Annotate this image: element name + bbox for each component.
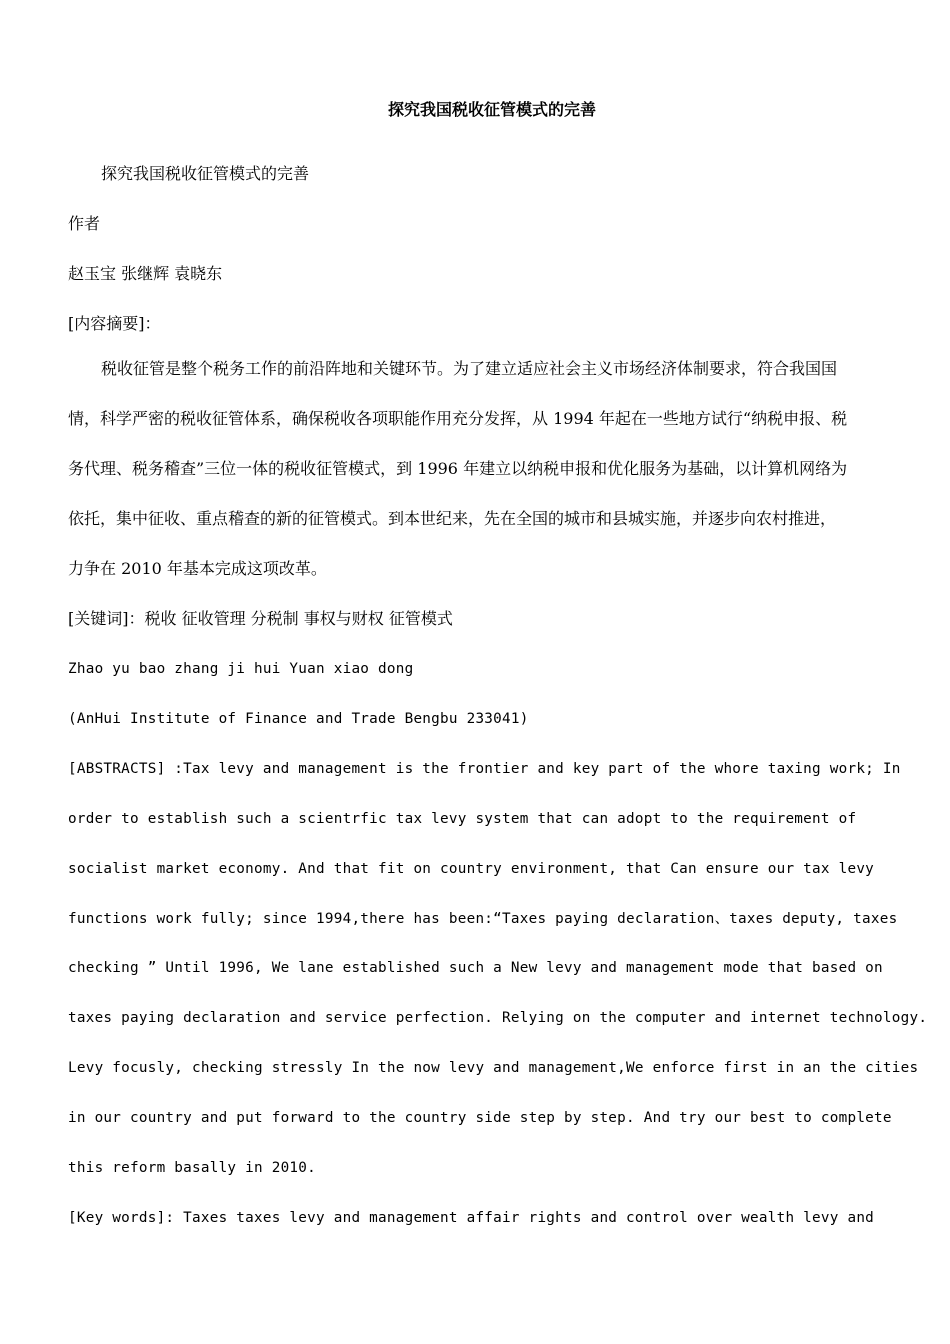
abstract-paragraph-line: 力争在 2010 年基本完成这项改革。 bbox=[68, 559, 327, 578]
keywords-english: [Key words]: Taxes taxes levy and management affair rights and control over wealth levy and bbox=[68, 1210, 875, 1226]
abstract-english-line: order to establish such a scientrfic tax levy system that can adopt to the requirement of bbox=[68, 811, 857, 827]
abstract-english-line: taxes paying declaration and service perfection. Relying on the computer and internet technology. bbox=[68, 1010, 928, 1026]
abstract-english-line: in our country and put forward to the country side step by step. And try our best to complete bbox=[68, 1110, 892, 1126]
author-english: Zhao yu bao zhang ji hui Yuan xiao dong bbox=[68, 661, 414, 677]
abstract-english-line: checking ” Until 1996, We lane established such a New levy and management mode that based on bbox=[68, 960, 883, 976]
abstract-english-line: functions work fully; since 1994,there has been:“Taxes paying declaration、taxes deputy, taxes bbox=[68, 911, 898, 927]
abstract-paragraph-line: 依托，集中征收、重点稽查的新的征管模式。到本世纪来，先在全国的城市和县城实施，并逐步向农村推进， bbox=[68, 509, 837, 528]
abstract-label: [内容摘要]： bbox=[68, 314, 161, 333]
abstract-paragraph-line: 务代理、税务稽查”三位一体的税收征管模式，到 1996 年建立以纳税申报和优化服务为基础，以计算机网络为 bbox=[68, 459, 848, 478]
keywords-cn: [关键词]：税收 征收管理 分税制 事权与财权 征管模式 bbox=[68, 609, 453, 628]
document-title: 探究我国税收征管模式的完善 bbox=[387, 100, 596, 119]
abstract-english-line: Levy focusly, checking stressly In the now levy and management,We enforce first in an the cities bbox=[68, 1060, 919, 1076]
abstract-english-line: this reform basally in 2010. bbox=[68, 1160, 317, 1176]
affiliation-english: (AnHui Institute of Finance and Trade Bengbu 233041) bbox=[68, 711, 529, 727]
abstract-paragraph-line: 税收征管是整个税务工作的前沿阵地和关键环节。为了建立适应社会主义市场经济体制要求，符合我国国 bbox=[101, 359, 838, 378]
author-label: 作者 bbox=[68, 214, 101, 233]
abstract-english-line: socialist market economy. And that fit on country environment, that Can ensure our tax levy bbox=[68, 861, 875, 877]
document-subtitle: 探究我国税收征管模式的完善 bbox=[101, 164, 310, 183]
abstract-english-line: [ABSTRACTS] :Tax levy and management is the frontier and key part of the whore taxing work; In bbox=[68, 761, 901, 777]
abstract-paragraph-line: 情，科学严密的税收征管体系，确保税收各项职能作用充分发挥，从 1994 年起在一些地方试行“纳税申报、税 bbox=[68, 409, 848, 428]
author-names: 赵玉宝 张继辉 袁晓东 bbox=[68, 264, 223, 283]
